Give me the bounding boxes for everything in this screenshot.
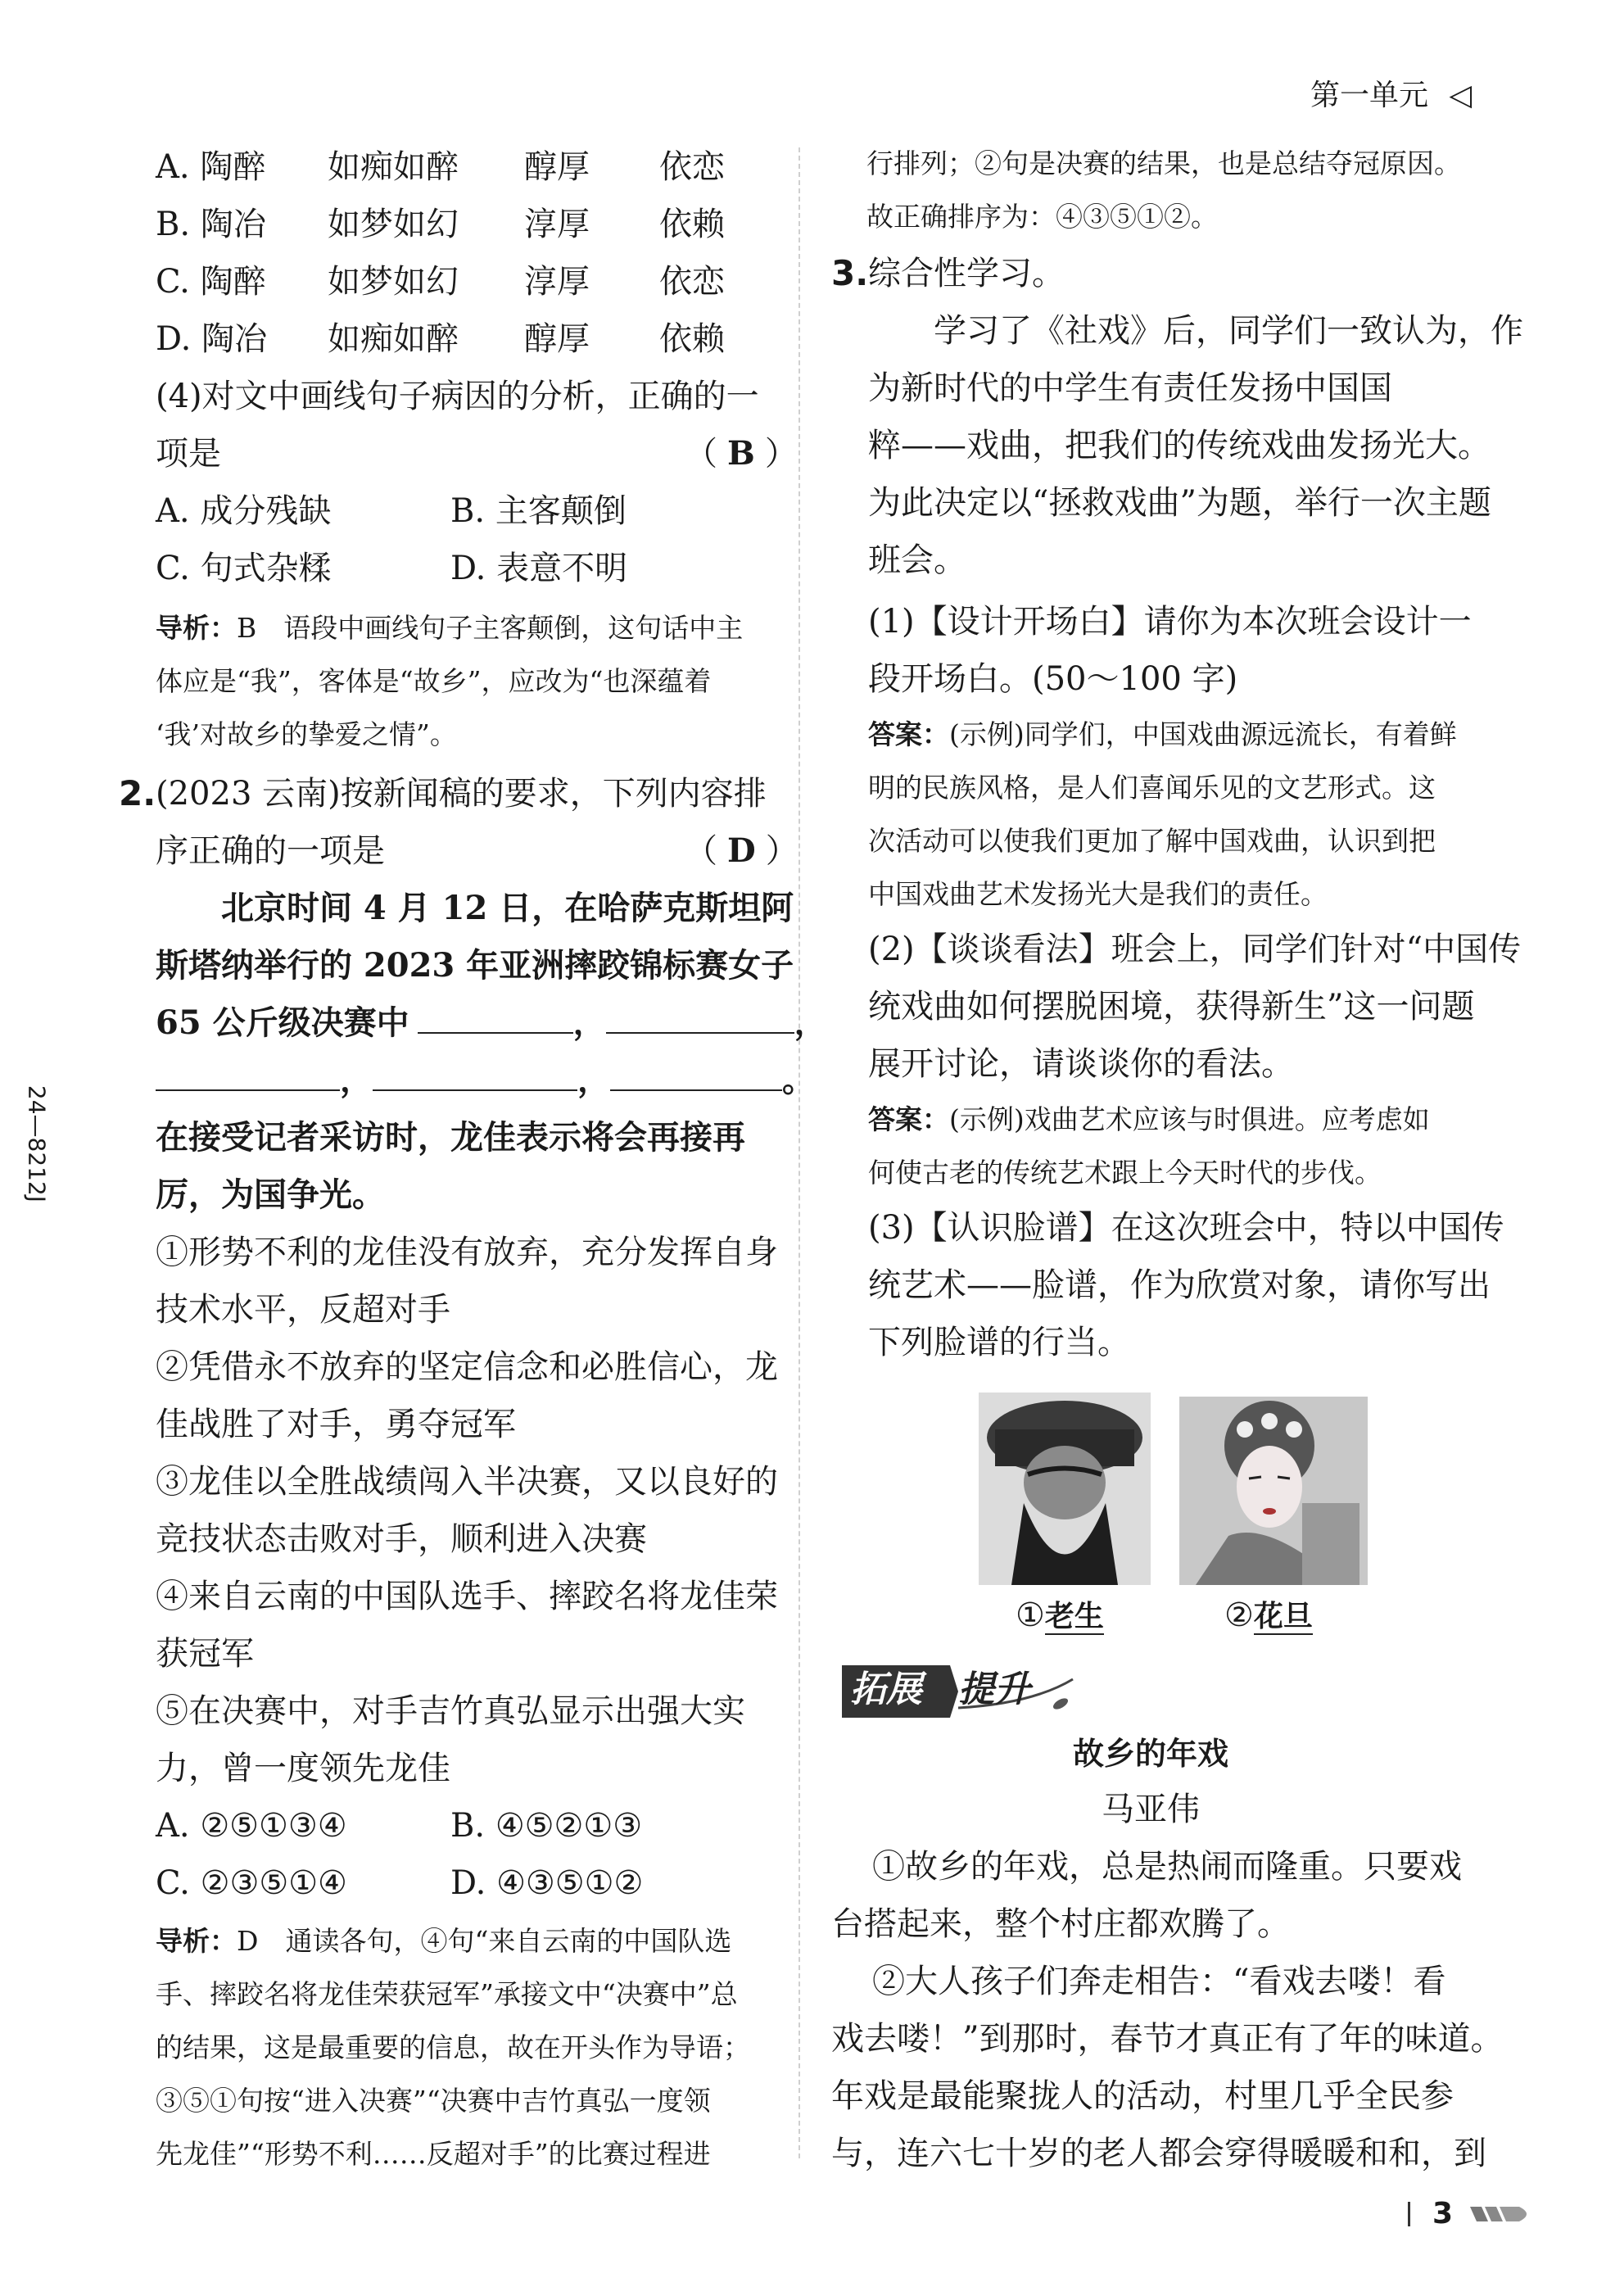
caption-answer: 花旦 bbox=[1253, 1600, 1313, 1633]
answer-text: 答案：(示例)同学们，中国戏曲源远流长，有着鲜 bbox=[868, 718, 1457, 750]
answer-text: 次活动可以使我们更加了解中国戏曲，认识到把 bbox=[868, 825, 1436, 857]
q4-stem: (4)对文中画线句子病因的分析，正确的一 bbox=[156, 378, 759, 415]
answer-text: 中国戏曲艺术发扬光大是我们的责任。 bbox=[868, 878, 1328, 910]
huadan-mask-image bbox=[1179, 1397, 1368, 1585]
q3-part3: 统艺术——脸谱，作为欣赏对象，请你写出 bbox=[868, 1266, 1491, 1304]
fill-blank[interactable] bbox=[610, 1062, 782, 1091]
q3-intro: 班会。 bbox=[868, 541, 966, 579]
news-text: 北京时间 4 月 12 日，在哈萨克斯坦阿 bbox=[221, 889, 794, 927]
essay-text: 年戏是最能聚拢人的活动，村里几乎全民参 bbox=[831, 2077, 1454, 2115]
caption-answer: 老生 bbox=[1044, 1600, 1104, 1633]
option-word: 依赖 bbox=[659, 206, 725, 243]
q2-item: 佳战胜了对手，勇夺冠军 bbox=[156, 1406, 516, 1443]
option-word: 醇厚 bbox=[524, 148, 590, 186]
news-text: 厉，为国争光。 bbox=[156, 1175, 385, 1214]
q2-item: ①形势不利的龙佳没有放弃，充分发挥自身 bbox=[156, 1234, 778, 1271]
image-caption: ①老生 bbox=[1016, 1596, 1104, 1634]
analysis-text: ③⑤①句按“进入决赛”“决赛中吉竹真弘一度领 bbox=[156, 2085, 711, 2117]
essay-title: 故乡的年戏 bbox=[1073, 1736, 1229, 1772]
news-text: 斯塔纳举行的 2023 年亚洲摔跤锦标赛女子 bbox=[156, 946, 794, 985]
option-word: 淳厚 bbox=[524, 206, 590, 243]
q3-number: 3. bbox=[831, 253, 869, 293]
q3-intro: 为新时代的中学生有责任发扬中国国 bbox=[868, 369, 1392, 407]
essay-text: 台搭起来，整个村庄都欢腾了。 bbox=[831, 1905, 1290, 1943]
q4-option: C. 句式杂糅 bbox=[156, 550, 332, 587]
option-word: 如梦如幻 bbox=[328, 263, 459, 301]
option-label: B. 陶冶 bbox=[156, 206, 266, 243]
option-label: C. 陶醉 bbox=[156, 263, 266, 301]
answer-bracket: （ D ） bbox=[685, 831, 798, 870]
q4-option: A. 成分残缺 bbox=[156, 492, 332, 530]
q2-answer: D bbox=[727, 831, 756, 870]
answer-text: 明的民族风格，是人们喜闻乐见的文艺形式。这 bbox=[868, 772, 1436, 804]
news-text: 在接受记者采访时，龙佳表示将会再接再 bbox=[156, 1118, 745, 1157]
fill-blank[interactable] bbox=[373, 1062, 577, 1091]
q4-stem: 项是 bbox=[156, 435, 221, 473]
essay-author: 马亚伟 bbox=[1102, 1791, 1200, 1828]
q2-option: B. ④⑤②①③ bbox=[450, 1807, 643, 1845]
q2-item: 竞技状态击败对手，顺利进入决赛 bbox=[156, 1520, 647, 1558]
fill-blank[interactable] bbox=[156, 1062, 340, 1091]
q4-option: B. 主客颠倒 bbox=[450, 492, 627, 530]
q3-part2: (2)【谈谈看法】班会上，同学们针对“中国传 bbox=[868, 931, 1522, 968]
footer-divider bbox=[1408, 2202, 1410, 2226]
unit-title: 第一单元 bbox=[1310, 79, 1429, 112]
analysis-label: 导析： bbox=[156, 1925, 237, 1957]
option-word: 淳厚 bbox=[524, 263, 590, 301]
column-divider bbox=[798, 147, 800, 2158]
q2-item: 技术水平，反超对手 bbox=[156, 1291, 450, 1329]
page-footer bbox=[1405, 2195, 1552, 2236]
essay-text: ②大人孩子们奔走相告：“看戏去喽！看 bbox=[872, 1963, 1446, 2000]
q2-number: 2. bbox=[119, 773, 156, 813]
q2-item: ④来自云南的中国队选手、摔跤名将龙佳荣 bbox=[156, 1578, 778, 1615]
q2-option: A. ②⑤①③④ bbox=[156, 1807, 347, 1845]
extension-banner bbox=[835, 1659, 1081, 1720]
back-arrow-icon: ◁ bbox=[1449, 79, 1473, 112]
analysis-text: ‘我’对故乡的挚爱之情”。 bbox=[156, 718, 457, 750]
q3-intro: 为此决定以“拯救戏曲”为题，举行一次主题 bbox=[868, 484, 1491, 522]
answer-text: 何使古老的传统艺术跟上今天时代的步伐。 bbox=[868, 1157, 1382, 1189]
q4-answer: B bbox=[727, 434, 755, 473]
analysis-text: 行排列；②句是决赛的结果，也是总结夺冠原因。 bbox=[866, 147, 1461, 179]
q4-option: D. 表意不明 bbox=[450, 550, 628, 587]
q2-item: 获冠军 bbox=[156, 1635, 254, 1673]
image-caption: ②花旦 bbox=[1224, 1596, 1313, 1634]
option-word: 醇厚 bbox=[524, 320, 590, 358]
analysis-text: 手、摔跤名将龙佳荣获冠军”承接文中“决赛中”总 bbox=[156, 1978, 738, 2010]
essay-text: 与，连六七十岁的老人都会穿得暖暖和和，到 bbox=[831, 2135, 1486, 2172]
fill-blank[interactable] bbox=[418, 1004, 573, 1034]
analysis-text: 先龙佳”“形势不利……反超对手”的比赛过程进 bbox=[156, 2138, 711, 2170]
q3-part1: (1)【设计开场白】请你为本次班会设计一 bbox=[868, 603, 1472, 641]
option-word: 依恋 bbox=[659, 148, 725, 186]
q2-item: 力，曾一度领先龙佳 bbox=[156, 1750, 450, 1787]
news-text: 65 公斤级决赛中 ， ， bbox=[156, 1003, 827, 1042]
q2-item: ⑤在决赛中，对手吉竹真弘显示出强大实 bbox=[156, 1692, 745, 1730]
q3-part1: 段开场白。(50～100 字) bbox=[868, 660, 1238, 698]
option-word: 如痴如醉 bbox=[328, 148, 459, 186]
page-number: 3 bbox=[1432, 2197, 1454, 2230]
page-decoration-icon bbox=[1470, 2203, 1536, 2225]
answer-label: 答案： bbox=[868, 718, 949, 750]
answer-text: 答案：(示例)戏曲艺术应该与时俱进。应考虑如 bbox=[868, 1103, 1430, 1135]
q2-option: C. ②③⑤①④ bbox=[156, 1864, 347, 1902]
q3-part3: (3)【认识脸谱】在这次班会中，特以中国传 bbox=[868, 1209, 1504, 1247]
banner-label: 提升 bbox=[958, 1669, 1030, 1710]
q3-title: 综合性学习。 bbox=[868, 255, 1065, 292]
fill-blank[interactable] bbox=[606, 1004, 794, 1034]
news-text: ， ， 。 bbox=[156, 1061, 815, 1100]
q3-intro: 学习了《社戏》后，同学们一致认为，作 bbox=[934, 312, 1523, 350]
essay-text: 戏去喽！”到那时，春节才真正有了年的味道。 bbox=[831, 2020, 1504, 2058]
analysis-text: 导析：B 语段中画线句子主客颠倒，这句话中主 bbox=[156, 612, 744, 644]
option-word: 依恋 bbox=[659, 263, 725, 301]
essay-text: ①故乡的年戏，总是热闹而隆重。只要戏 bbox=[872, 1848, 1462, 1886]
q3-part2: 统戏曲如何摆脱困境，获得新生”这一问题 bbox=[868, 988, 1475, 1026]
option-word: 依赖 bbox=[659, 320, 725, 358]
analysis-text: 体应是“我”，客体是“故乡”，应改为“也深蕴着 bbox=[156, 665, 712, 697]
laosheng-mask-image bbox=[979, 1393, 1151, 1585]
option-label: D. 陶冶 bbox=[156, 320, 268, 358]
banner-label: 拓展 bbox=[850, 1669, 922, 1710]
unit-header bbox=[1310, 78, 1472, 114]
q3-intro: 粹——戏曲，把我们的传统戏曲发扬光大。 bbox=[868, 427, 1491, 464]
option-word: 如痴如醉 bbox=[328, 320, 459, 358]
q2-stem: 序正确的一项是 bbox=[156, 832, 385, 870]
q2-item: ②凭借永不放弃的坚定信念和必胜信心，龙 bbox=[156, 1348, 778, 1386]
option-word: 如梦如幻 bbox=[328, 206, 459, 243]
analysis-text: 故正确排序为：④③⑤①②。 bbox=[866, 201, 1218, 233]
q2-item: ③龙佳以全胜战绩闯入半决赛，又以良好的 bbox=[156, 1463, 778, 1501]
answer-label: 答案： bbox=[868, 1103, 949, 1135]
q2-option: D. ④③⑤①② bbox=[450, 1864, 644, 1902]
q3-part3: 下列脸谱的行当。 bbox=[868, 1324, 1130, 1361]
q2-stem: (2023 云南)按新闻稿的要求，下列内容排 bbox=[156, 775, 767, 813]
q3-part2: 展开讨论，请谈谈你的看法。 bbox=[868, 1045, 1294, 1083]
answer-bracket: （ B ） bbox=[685, 434, 798, 473]
side-code: 24—8212J bbox=[23, 1085, 51, 1203]
analysis-text: 的结果，这是最重要的信息，故在开头作为导语； bbox=[156, 2031, 750, 2063]
analysis-text: 导析：D 通读各句，④句“来自云南的中国队选 bbox=[156, 1925, 732, 1957]
option-label: A. 陶醉 bbox=[156, 148, 266, 186]
analysis-label: 导析： bbox=[156, 612, 237, 644]
